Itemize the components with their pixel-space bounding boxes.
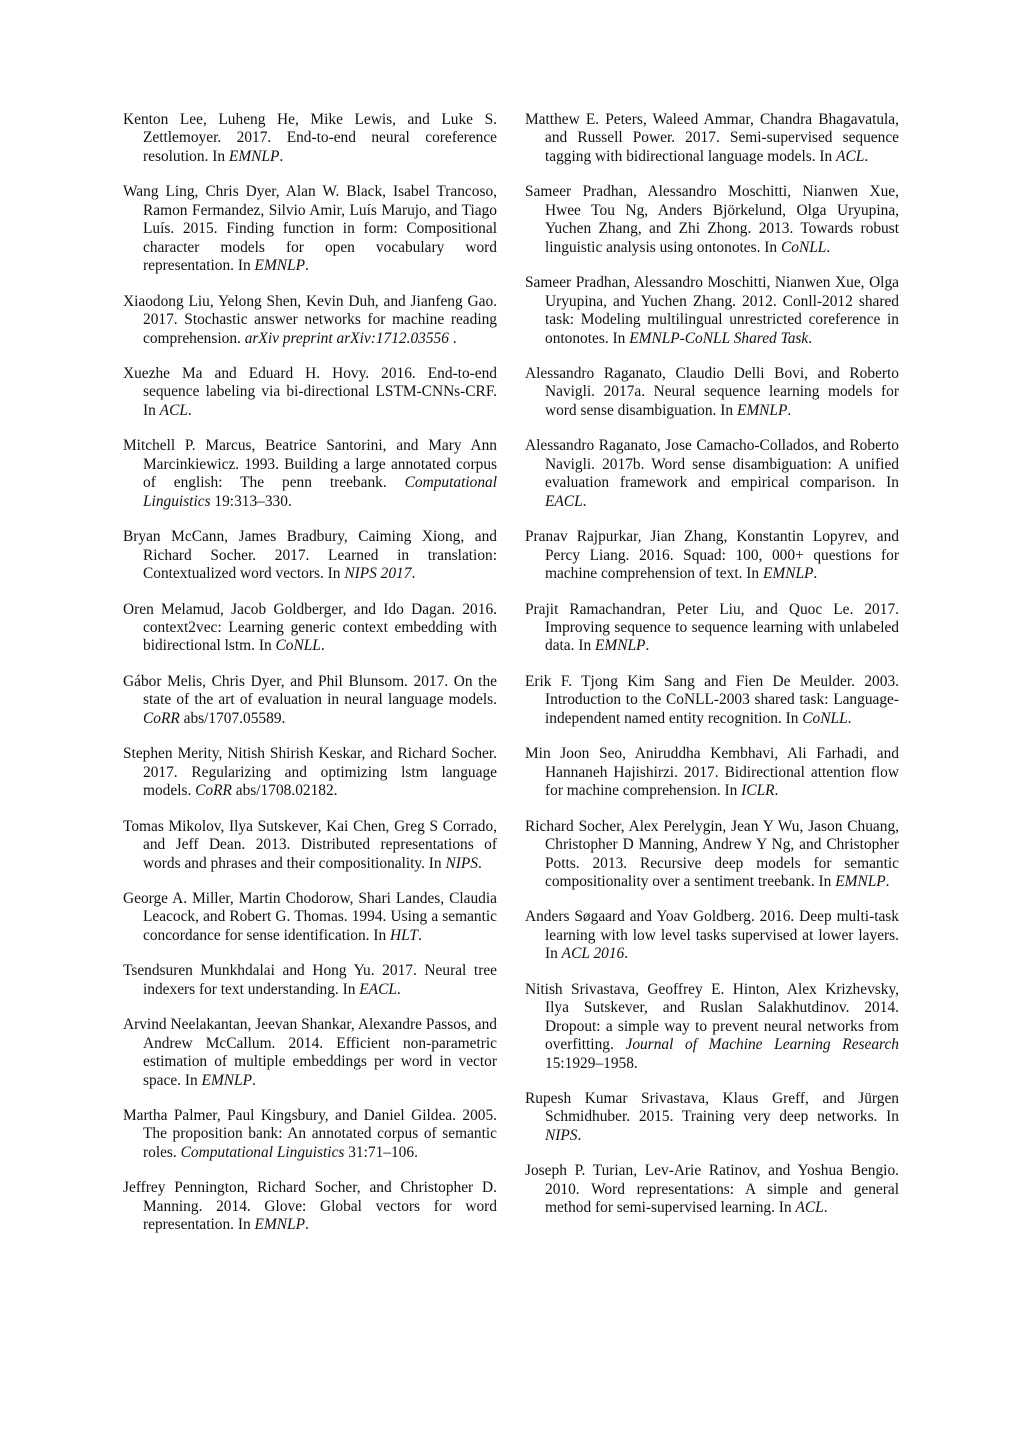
reference-venue: NIPS [545,1126,578,1144]
reference-venue: EMNLP [835,872,886,890]
reference-text: . [823,1199,828,1217]
reference-entry [525,601,899,656]
reference-text: . [396,980,401,998]
reference-entry [123,293,497,348]
reference-entry [525,528,899,583]
reference-entry [123,673,497,728]
reference-venue: EMNLP [762,565,814,583]
reference-text: Xiaodong Liu, Yelong Shen, Kevin Duh, and Jianfeng Gao. 2017. Stochastic answer networks for machine reading comprehension. [123,292,497,347]
reference-entry [123,745,497,800]
reference-text: Matthew E. Peters, Waleed Ammar, Chandra Bhagavatula, and Russell Power. 2017. Semi-supervised sequence tagging with bidirectional language models. In [525,111,899,165]
reference-text: . [187,401,192,419]
reference-text: George A. Miller, Martin Chodorow, Shari Landes, Claudia Leacock, and Robert G. Thomas. 1994. Using a semantic concordance for sense identification. In [123,889,497,944]
reference-text: . [577,1126,582,1144]
reference-text: Prajit Ramachandran, Peter Liu, and Quoc Le. 2017. Improving sequence to sequence learning with unlabeled data. In [525,600,899,655]
reference-text: . [477,854,482,872]
reference-entry [123,183,497,275]
reference-venue: Computational Linguistics [180,1143,345,1161]
reference-entry [525,183,899,257]
reference-entry [525,745,899,800]
reference-text: Xuezhe Ma and Eduard H. Hovy. 2016. End-to-end sequence labeling via bi-directional LSTM-CNNs-CRF. In [123,364,497,419]
reference-text: abs/1707.05589. [179,709,286,727]
reference-text: . [885,872,890,890]
reference-text: 15:1929–1958. [545,1054,638,1072]
reference-venue: HLT [390,926,418,944]
reference-entry [525,365,899,420]
reference-text: 19:313–330. [210,492,292,510]
reference-text: Wang Ling, Chris Dyer, Alan W. Black, Isabel Trancoso, Ramon Fermandez, Silvio Amir, Luís Marujo, and Tiago Luís. 2015. Finding function in form: Compositional character models for open vocabulary word representation. In [123,183,497,275]
reference-text: Alessandro Raganato, Claudio Delli Bovi, and Roberto Navigli. 2017a. Neural sequence learning models for word sense disambiguation. In [525,364,899,419]
reference-venue: ACL [795,1199,824,1217]
reference-text: Bryan McCann, James Bradbury, Caiming Xiong, and Richard Socher. 2017. Learned in translation: Contextualized word vectors. In [123,528,497,583]
reference-text: . [411,565,416,583]
references-left-column [123,111,497,1252]
reference-text: . [645,637,650,655]
reference-entry [123,111,497,166]
reference-entry [123,818,497,873]
reference-text: . [417,926,422,944]
reference-entry [525,673,899,728]
reference-text: . [320,637,325,655]
reference-entry [123,1016,497,1090]
reference-text: Alessandro Raganato, Jose Camacho-Collados, and Roberto Navigli. 2017b. Word sense disambiguation: A unified evaluation framework and empirical comparison. In [525,437,899,492]
reference-text: Stephen Merity, Nitish Shirish Keskar, and Richard Socher. 2017. Regularizing and optimizing lstm language models. [123,745,497,800]
reference-text: . [279,147,284,165]
reference-venue: CoNLL [802,709,848,727]
reference-entry [123,437,497,511]
reference-text: . [624,945,629,963]
reference-text: abs/1708.02182. [231,782,338,800]
reference-text: Pranav Rajpurkar, Jian Zhang, Konstantin Lopyrev, and Percy Liang. 2016. Squad: 100, 000+ questions for machine comprehension of text. In [525,528,899,583]
reference-venue: EMNLP [254,257,305,275]
reference-text: Gábor Melis, Chris Dyer, and Phil Blunsom. 2017. On the state of the art of evaluation in neural language models. [123,672,497,709]
reference-text: Nitish Srivastava, Geoffrey E. Hinton, Alex Krizhevsky, Ilya Sutskever, and Ruslan Salakhutdinov. 2014. Dropout: a simple way to prevent neural networks from overfitting. [525,980,899,1054]
reference-venue: EACL [545,492,583,510]
reference-text: Jeffrey Pennington, Richard Socher, and Christopher D. Manning. 2014. Glove: Global vectors for word representation. In [123,1179,497,1234]
reference-venue: NIPS [445,854,478,872]
reference-text: Sameer Pradhan, Alessandro Moschitti, Nianwen Xue, Hwee Tou Ng, Anders Björkelund, Olga Uryupina, Yuchen Zhang, and Zhi Zhong. 2013. Towards robust linguistic analysis using ontonotes. In [525,183,899,256]
reference-text: . [305,1216,309,1234]
reference-entry [525,908,899,963]
reference-text: Martha Palmer, Paul Kingsbury, and Daniel Gildea. 2005. The proposition bank: An annotated corpus of semantic roles. [123,1107,497,1161]
reference-text: . [826,238,831,256]
reference-entry [123,528,497,583]
reference-text: Kenton Lee, Luheng He, Mike Lewis, and Luke S. Zettlemoyer. 2017. End-to-end neural coreference resolution. In [123,111,497,165]
reference-entry [525,437,899,511]
reference-venue: CoRR [195,782,232,800]
reference-text: Erik F. Tjong Kim Sang and Fien De Meulder. 2003. Introduction to the CoNLL-2003 shared task: Language-independent named entity recognition. In [525,672,899,727]
reference-entry [123,601,497,656]
reference-text: . [787,401,792,419]
reference-venue: Computational Linguistics [143,474,497,510]
reference-text: . [774,782,779,800]
reference-text: Min Joon Seo, Aniruddha Kembhavi, Ali Farhadi, and Hannaneh Hajishirzi. 2017. Bidirectional attention flow for machine comprehension. In [525,745,899,800]
reference-venue: NIPS 2017 [344,565,412,583]
reference-venue: ACL [159,401,188,419]
reference-entry [123,962,497,999]
reference-venue: EMNLP [254,1216,305,1234]
reference-entry [123,890,497,945]
reference-text: Oren Melamud, Jacob Goldberger, and Ido Dagan. 2016. context2vec: Learning generic context embedding with bidirectional lstm. In [123,600,497,655]
reference-venue: CoNLL [275,637,321,655]
references-right-column [525,111,899,1235]
reference-text: Arvind Neelakantan, Jeevan Shankar, Alexandre Passos, and Andrew McCallum. 2014. Efficient non-parametric estimation of multiple embeddings per word in vector space. In [123,1016,497,1089]
reference-text: . [813,565,818,583]
reference-entry [123,1179,497,1234]
reference-text: Sameer Pradhan, Alessandro Moschitti, Nianwen Xue, Olga Uryupina, and Yuchen Zhang. 2012. Conll-2012 shared task: Modeling multilingual unrestricted coreference in ontonotes. In [525,274,899,347]
reference-entry [123,365,497,420]
reference-entry [525,274,899,348]
reference-venue: EMNLP [736,401,788,419]
reference-venue: EMNLP [595,637,646,655]
reference-entry [123,1107,497,1162]
reference-text: Rupesh Kumar Srivastava, Klaus Greff, and Jürgen Schmidhuber. 2015. Training very deep networks. In [525,1090,899,1126]
reference-text: Tsendsuren Munkhdalai and Hong Yu. 2017. Neural tree indexers for text understanding. In [123,962,497,998]
reference-text: . [808,329,813,347]
reference-venue: ACL [836,147,865,165]
reference-entry [525,1162,899,1217]
reference-entry [525,111,899,166]
reference-text: . [864,147,869,165]
reference-entry [525,981,899,1073]
reference-entry [525,818,899,892]
reference-venue: Journal of Machine Learning Research [625,1036,899,1054]
reference-venue: EMNLP-CoNLL Shared Task [629,329,809,347]
reference-text: . [847,709,852,727]
reference-text: . [582,492,587,510]
reference-text: . [252,1071,256,1089]
reference-venue: ICLR [741,782,775,800]
reference-venue: CoRR [143,709,180,727]
reference-venue: ACL 2016 [561,945,625,963]
reference-venue: EMNLP [201,1071,252,1089]
reference-text: Anders Søgaard and Yoav Goldberg. 2016. Deep multi-task learning with low level tasks supervised at lower layers. In [525,908,899,963]
reference-venue: EACL [359,980,397,998]
reference-text: Tomas Mikolov, Ilya Sutskever, Kai Chen, Greg S Corrado, and Jeff Dean. 2013. Distributed representations of words and phrases and their compositionality. In [123,817,497,872]
reference-text: . [448,329,457,347]
reference-venue: CoNLL [780,238,827,256]
reference-entry [525,1090,899,1145]
reference-text: 31:71–106. [344,1143,418,1161]
reference-text: Richard Socher, Alex Perelygin, Jean Y Wu, Jason Chuang, Christopher D Manning, Andrew Y Ng, and Christopher Potts. 2013. Recursive deep models for semantic compositionality over a sentiment treebank. In [525,817,899,890]
reference-text: . [305,257,309,275]
reference-venue: EMNLP [228,147,280,165]
reference-text: Joseph P. Turian, Lev-Arie Ratinov, and Yoshua Bengio. 2010. Word representations: A simple and general method for semi-supervised learning. In [525,1162,899,1217]
reference-text: Mitchell P. Marcus, Beatrice Santorini, and Mary Ann Marcinkiewicz. 1993. Building a large annotated corpus of english: The penn treebank. [123,437,497,492]
reference-venue: arXiv preprint arXiv:1712.03556 [244,329,449,347]
